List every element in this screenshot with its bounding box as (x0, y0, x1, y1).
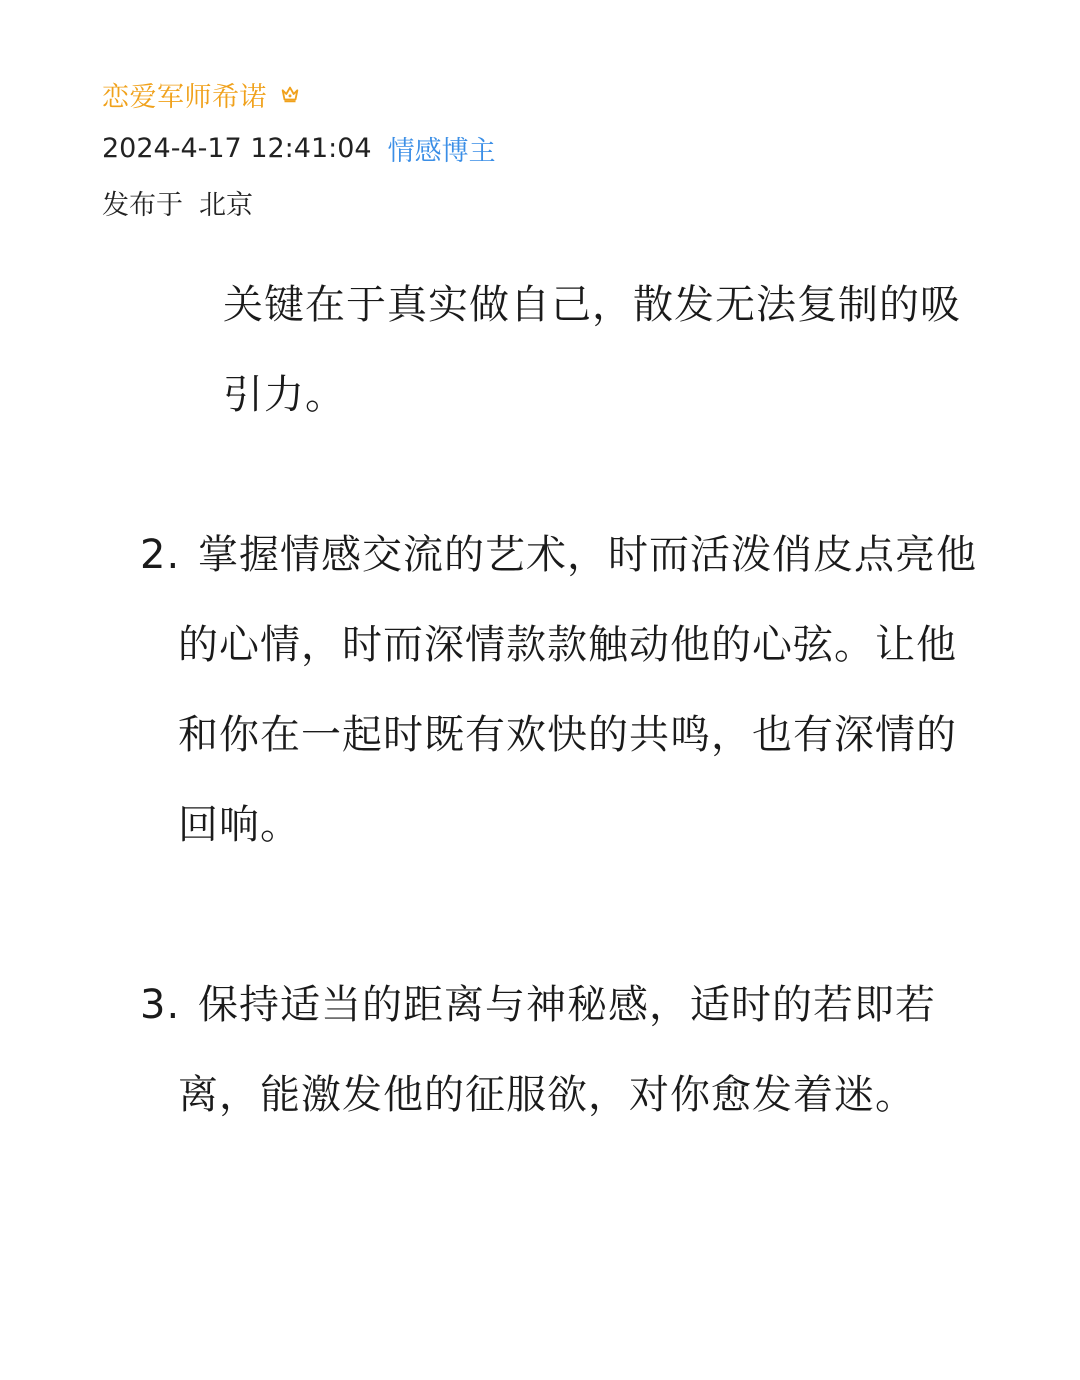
author-tag-link[interactable]: 情感博主 (387, 135, 496, 167)
post-timestamp: 2024-4-17 12:41:04 (102, 132, 372, 164)
location-label: 发布于 (102, 189, 183, 221)
list-item-number: 2. (140, 532, 181, 578)
list-item (140, 960, 980, 1140)
author-name[interactable]: 恋爱军师希诺 (102, 81, 267, 113)
list-item-number: 3. (140, 982, 181, 1028)
list-item (140, 510, 980, 870)
paragraph-continuation: 关键在于真实做自己，散发无法复制的吸引力。 (223, 282, 961, 418)
location-value: 北京 (199, 189, 253, 221)
list-item-text: 掌握情感交流的艺术，时而活泼俏皮点亮他的心情，时而深情款款触动他的心弦。让他和你在一起时既有欢快的共鸣，也有深情的回响。 (178, 532, 977, 848)
list-item-text: 保持适当的距离与神秘感，适时的若即若离，能激发他的征服欲，对你愈发着迷。 (178, 982, 936, 1118)
